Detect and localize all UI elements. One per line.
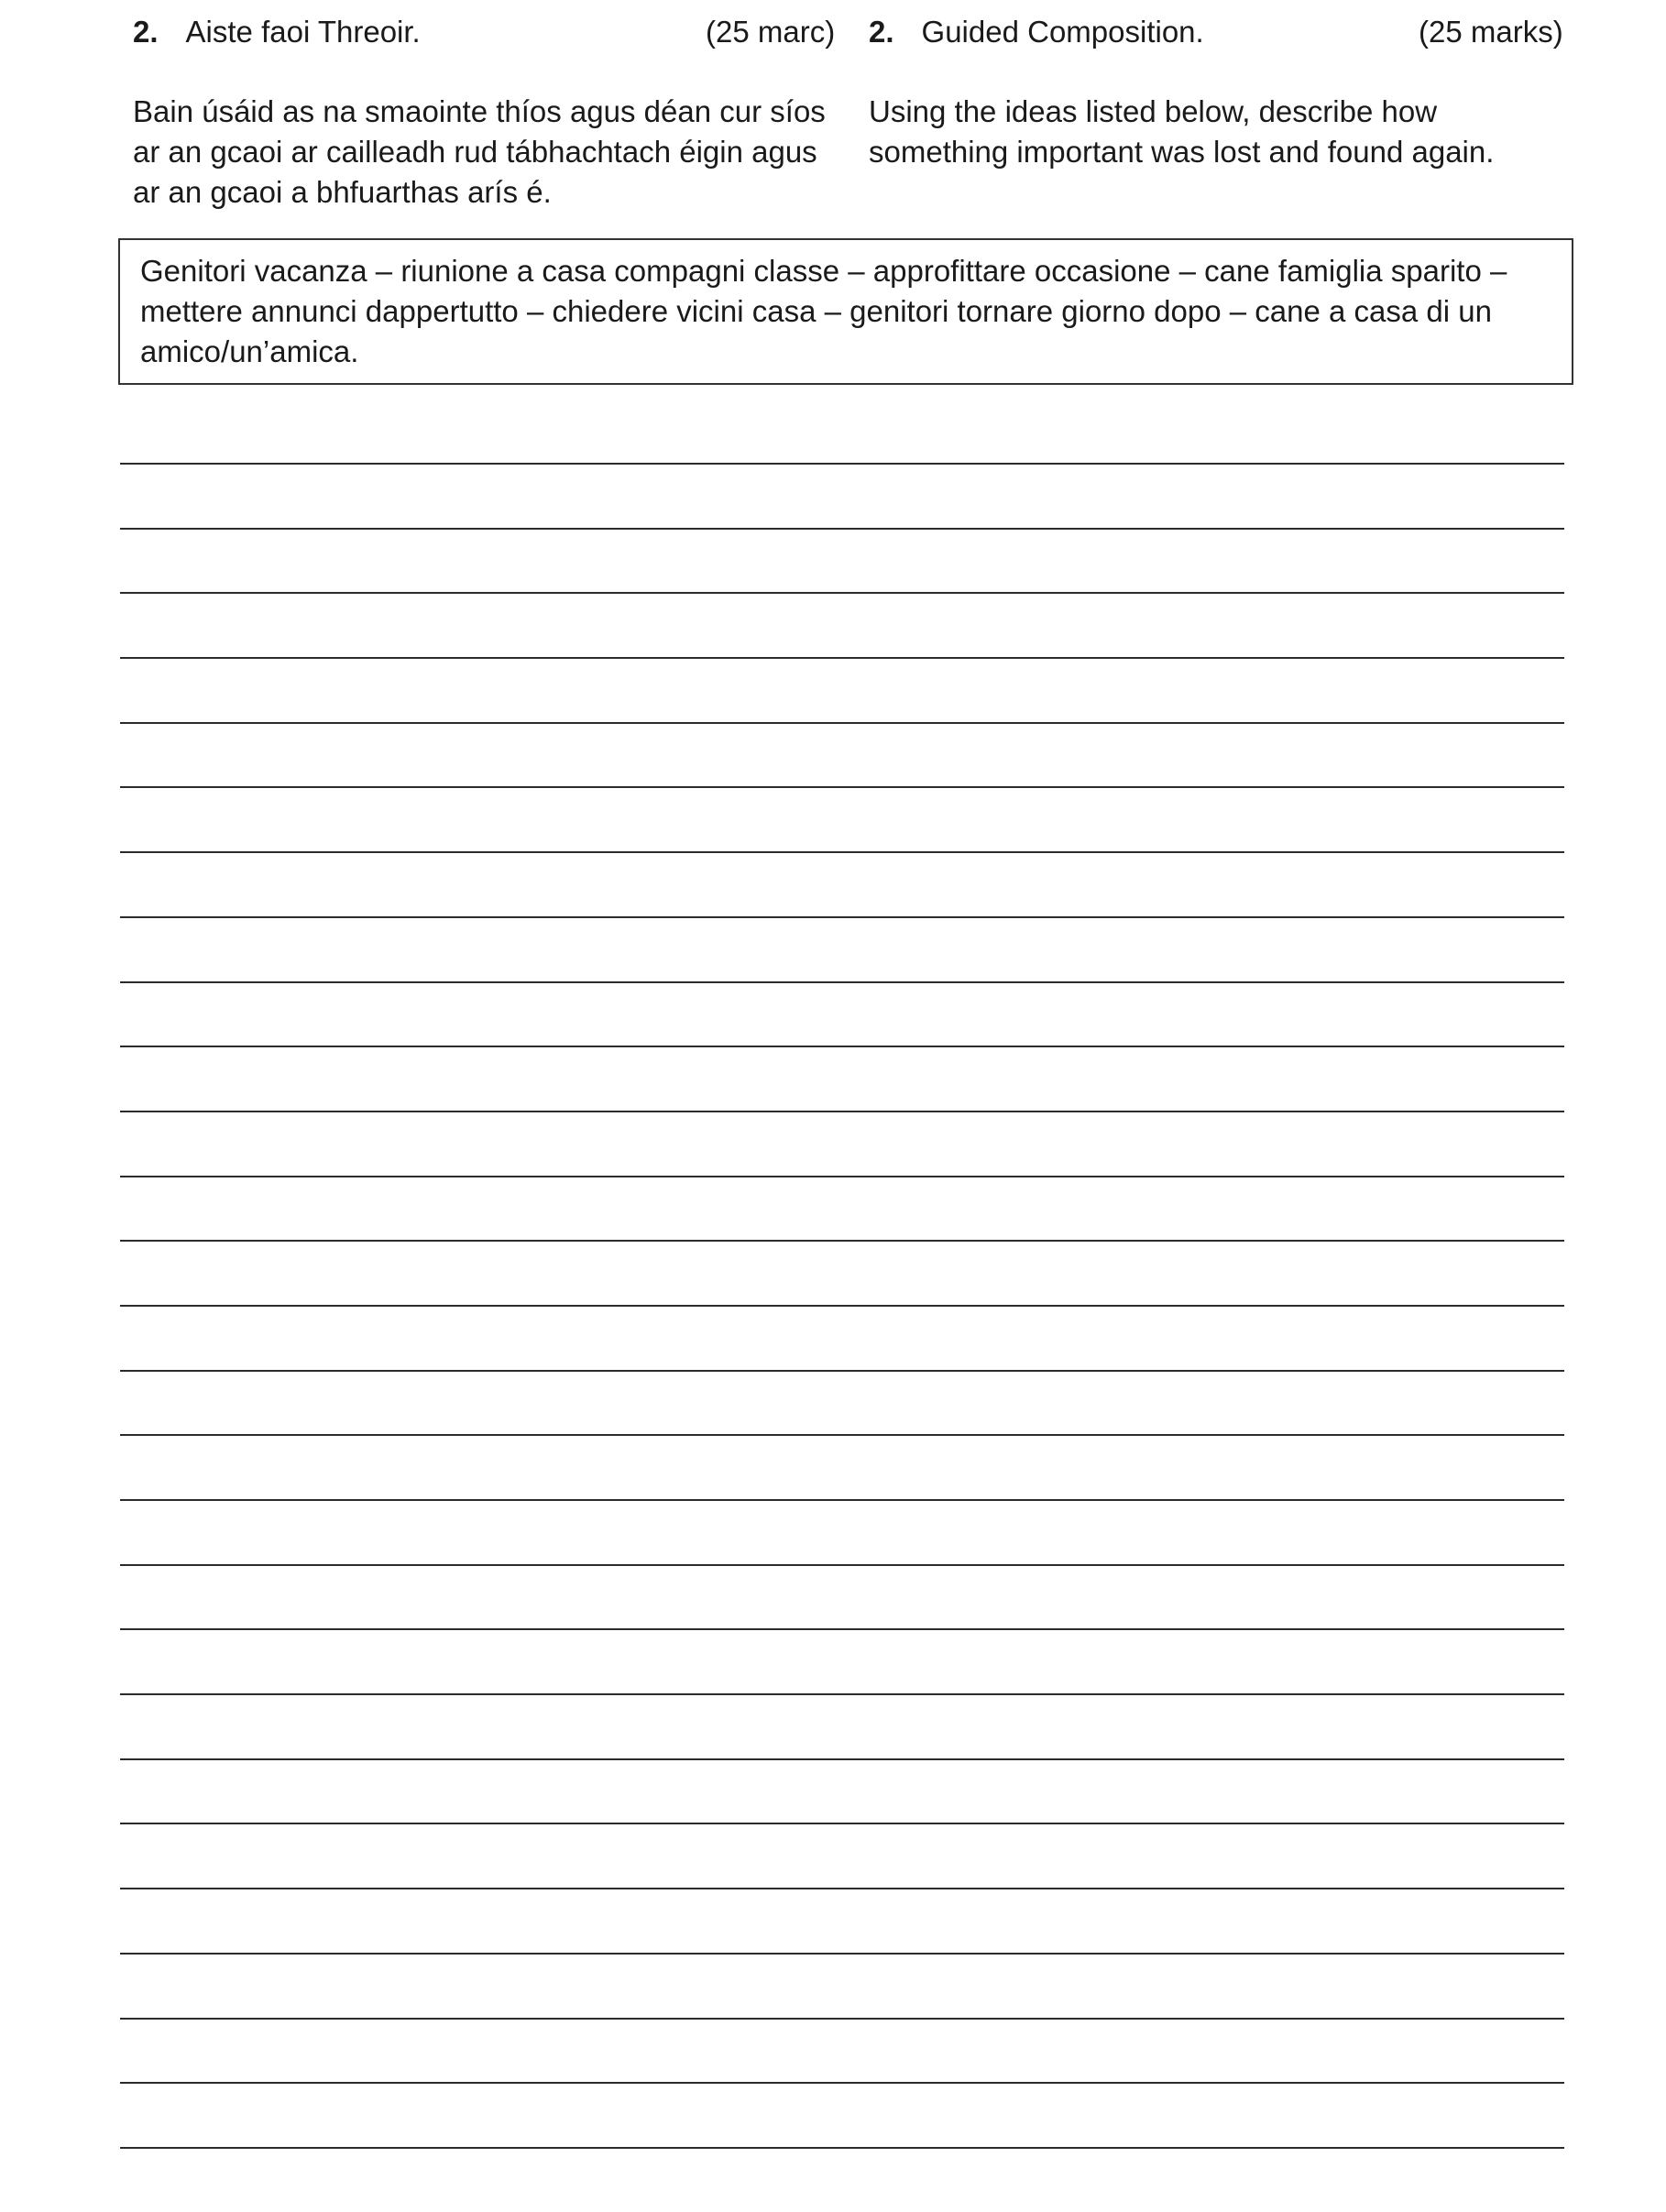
english-question-number: 2. (869, 15, 894, 49)
writing-line[interactable] (120, 1434, 1564, 1436)
writing-line[interactable] (120, 916, 1564, 918)
writing-line[interactable] (120, 1046, 1564, 1047)
writing-line[interactable] (120, 1693, 1564, 1695)
writing-line[interactable] (120, 2147, 1564, 2149)
english-instructions: Using the ideas listed below, describe how something important was lost and found again. (869, 94, 1495, 169)
writing-line[interactable] (120, 1240, 1564, 1242)
irish-marks: (25 marc) (706, 15, 836, 49)
irish-question-title: Aiste faoi Threoir. (185, 15, 421, 49)
writing-line[interactable] (120, 1370, 1564, 1372)
writing-lines[interactable] (120, 463, 1564, 2212)
english-question-heading (869, 13, 1204, 51)
irish-question-number: 2. (133, 15, 159, 49)
writing-line[interactable] (120, 528, 1564, 530)
writing-line[interactable] (120, 1499, 1564, 1501)
ideas-text: Genitori vacanza – riunione a casa compagni classe – approfittare occasione – cane famiglia sparito – mettere annunci dappertutto – chiedere vicini casa – genitori tornare giorno dopo – cane a casa di un amico/un’amica. (140, 254, 1507, 368)
english-question-title: Guided Composition. (921, 15, 1204, 49)
english-marks: (25 marks) (1419, 15, 1563, 49)
writing-line[interactable] (120, 851, 1564, 853)
writing-line[interactable] (120, 1888, 1564, 1889)
irish-instructions: Bain úsáid as na smaointe thíos agus déan cur síos ar an gcaoi ar cailleadh rud tábhachtach éigin agus ar an gcaoi a bhfuarthas arís é. (133, 94, 826, 209)
writing-line[interactable] (120, 1176, 1564, 1177)
writing-line[interactable] (120, 722, 1564, 724)
writing-line[interactable] (120, 786, 1564, 788)
ideas-box (118, 238, 1573, 385)
writing-line[interactable] (120, 592, 1564, 594)
writing-line[interactable] (120, 1564, 1564, 1566)
writing-line[interactable] (120, 2082, 1564, 2084)
writing-line[interactable] (120, 463, 1564, 465)
writing-line[interactable] (120, 2018, 1564, 2020)
writing-line[interactable] (120, 1305, 1564, 1307)
writing-line[interactable] (120, 1823, 1564, 1824)
writing-line[interactable] (120, 1953, 1564, 1955)
writing-line[interactable] (120, 1628, 1564, 1630)
writing-line[interactable] (120, 1758, 1564, 1760)
writing-line[interactable] (120, 657, 1564, 659)
writing-line[interactable] (120, 981, 1564, 983)
irish-question-heading (133, 13, 421, 51)
writing-line[interactable] (120, 1111, 1564, 1112)
